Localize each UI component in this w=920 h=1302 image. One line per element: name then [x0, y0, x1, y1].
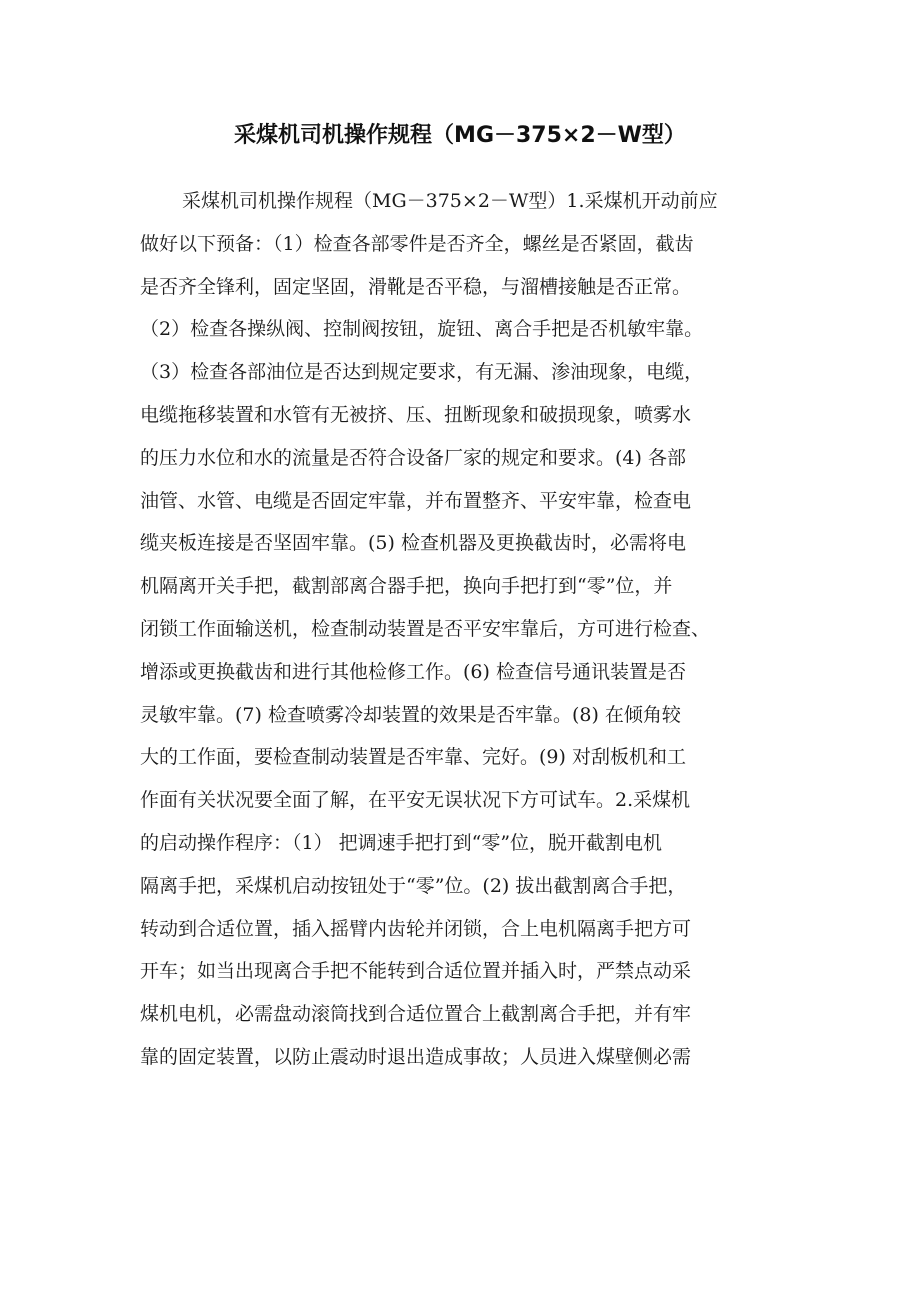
body-line: 大的工作面，要检查制动装置是否牢靠、完好。(9) 对刮板机和工: [140, 746, 686, 769]
body-line: 隔离手把，采煤机启动按钮处于“零”位。(2) 拔出截割离合手把，: [140, 874, 687, 897]
document-title: 采煤机司机操作规程（MG－375×2－W型）: [234, 123, 686, 148]
body-line: 煤机电机，必需盘动滚筒找到合适位置合上截割离合手把，并有牢: [140, 1003, 692, 1026]
body-line: 做好以下预备：（1）检查各部零件是否齐全，螺丝是否紧固，截齿: [140, 232, 694, 255]
body-line: 的压力水位和水的流量是否符合设备厂家的规定和要求。(4) 各部: [140, 446, 686, 469]
body-line: 开车；如当出现离合手把不能转到合适位置并插入时，严禁点动采: [140, 960, 692, 983]
body-line: （2）检查各操纵阀、控制阀按钮，旋钮、离合手把是否机敏牢靠。: [140, 318, 704, 341]
body-line: 灵敏牢靠。(7) 检查喷雾冷却装置的效果是否牢靠。(8) 在倾角较: [140, 703, 681, 726]
body-line: 增添或更换截齿和进行其他检修工作。(6) 检查信号通讯装置是否: [140, 660, 686, 683]
body-line: 缆夹板连接是否坚固牢靠。(5) 检查机器及更换截齿时，必需将电: [140, 532, 686, 555]
body-line: 是否齐全锋利，固定坚固，滑靴是否平稳，与溜槽接触是否正常。: [140, 275, 692, 298]
body-line: 机隔离开关手把，截割部离合器手把，换向手把打到“零”位，并: [140, 575, 673, 598]
body-line: 采煤机司机操作规程（MG－375×2－W型）1.采煤机开动前应: [182, 190, 718, 212]
body-line: 作面有关状况要全面了解，在平安无误状况下方可试车。2.采煤机: [140, 789, 691, 812]
body-line: 油管、水管、电缆是否固定牢靠，并布置整齐、平安牢靠，检查电: [140, 489, 692, 512]
body-line: 的启动操作程序：（1） 把调速手把打到“零”位，脱开截割电机: [140, 831, 663, 854]
body-line: （3）检查各部油位是否达到规定要求，有无漏、渗油现象，电缆，: [140, 361, 704, 384]
body-line: 转动到合适位置，插入摇臂内齿轮并闭锁，合上电机隔离手把方可: [140, 917, 692, 940]
body-line: 靠的固定装置，以防止震动时退出造成事故；人员进入煤壁侧必需: [140, 1045, 692, 1068]
body-line: 闭锁工作面输送机，检查制动装置是否平安牢靠后，方可进行检查、: [140, 617, 711, 640]
document-body: [140, 180, 790, 1079]
body-line: 电缆拖移装置和水管有无被挤、压、扭断现象和破损现象，喷雾水: [140, 403, 692, 426]
